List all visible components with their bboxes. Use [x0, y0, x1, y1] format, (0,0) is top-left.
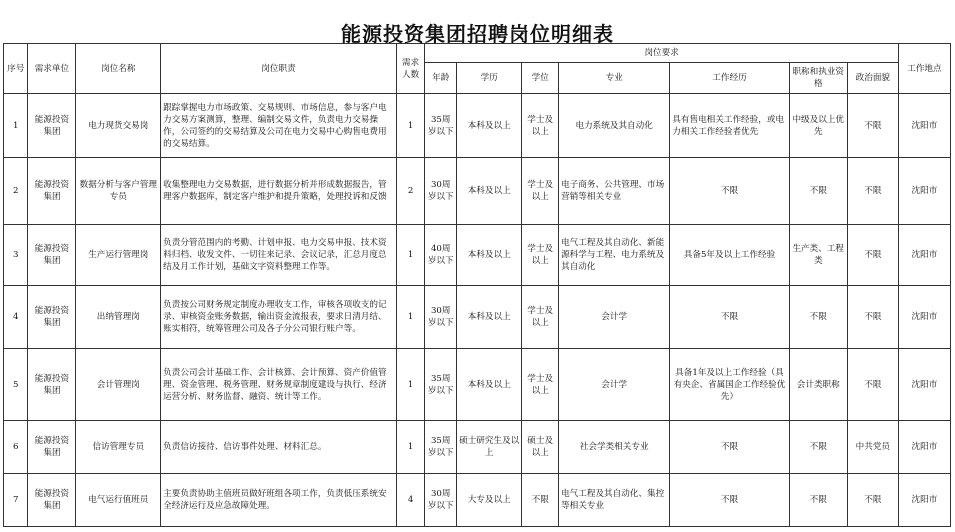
cell-seq: 5 [4, 349, 28, 421]
cell-major: 会计学 [559, 349, 670, 421]
cell-unit: 能源投资集团 [28, 225, 76, 286]
cell-degree: 学士及以上 [522, 158, 559, 225]
cell-experience: 具有售电相关工作经验，或电力相关工作经验者优先 [670, 94, 789, 158]
cell-degree: 学士及以上 [522, 94, 559, 158]
cell-title-qual: 会计类职称 [789, 349, 847, 421]
header-degree: 学位 [522, 63, 559, 94]
cell-count: 2 [396, 158, 425, 225]
cell-duties: 跟踪掌握电力市场政策、交易规则、市场信息，参与客户电力交易方案测算，整理、编制交易文件，负责电力交易操作，公司签约的交易结算及公司在电力交易中心购售电费用的交易结算。 [161, 94, 397, 158]
cell-unit: 能源投资集团 [28, 349, 76, 421]
header-requirements: 岗位要求 [425, 44, 898, 63]
cell-age: 35周岁以下 [425, 349, 457, 421]
cell-position: 电力现货交易岗 [76, 94, 161, 158]
header-seq: 序号 [4, 44, 28, 94]
cell-title-qual: 不限 [789, 286, 847, 349]
header-age: 年龄 [425, 63, 457, 94]
cell-political: 不限 [847, 158, 898, 225]
table-row [4, 94, 951, 158]
header-unit: 需求单位 [28, 44, 76, 94]
cell-duties: 负责信访接待、信访事件处理、材料汇总。 [161, 421, 397, 474]
cell-count: 1 [396, 286, 425, 349]
cell-political: 不限 [847, 286, 898, 349]
cell-seq: 1 [4, 94, 28, 158]
cell-experience: 不限 [670, 286, 789, 349]
cell-experience: 不限 [670, 474, 789, 527]
cell-experience: 不限 [670, 158, 789, 225]
cell-location: 沈阳市 [898, 474, 950, 527]
table-row [4, 349, 951, 421]
cell-seq: 4 [4, 286, 28, 349]
cell-duties: 负责分管范围内的考勤、计划申报、电力交易申报、技术资料归档、收发文件、一切往来记录、会议记录，汇总月度总结及月工作计划，基础文字资料整理工作等。 [161, 225, 397, 286]
cell-seq: 7 [4, 474, 28, 527]
cell-location: 沈阳市 [898, 349, 950, 421]
header-position: 岗位名称 [76, 44, 161, 94]
cell-education: 大专及以上 [457, 474, 522, 527]
cell-position: 信访管理专员 [76, 421, 161, 474]
cell-age: 40周岁以下 [425, 225, 457, 286]
cell-title-qual: 不限 [789, 421, 847, 474]
table-row [4, 286, 951, 349]
document-title: 能源投资集团招聘岗位明细表 [341, 22, 614, 46]
cell-political: 不限 [847, 349, 898, 421]
cell-position: 生产运行管理岗 [76, 225, 161, 286]
cell-political: 不限 [847, 94, 898, 158]
cell-education: 本科及以上 [457, 94, 522, 158]
cell-duties: 收集整理电力交易数据，进行数据分析并形成数据报告，管理客户数据库，制定客户维护和提升策略，处理投诉和反馈 [161, 158, 397, 225]
cell-position: 出纳管理岗 [76, 286, 161, 349]
cell-age: 35周岁以下 [425, 421, 457, 474]
cell-major: 电子商务、公共管理、市场营销等相关专业 [559, 158, 670, 225]
cell-education: 硕士研究生及以上 [457, 421, 522, 474]
cell-unit: 能源投资集团 [28, 94, 76, 158]
cell-experience: 具备5年及以上工作经验 [670, 225, 789, 286]
cell-duties: 负责按公司财务规定制度办理收支工作，审核各项收支的记录、审核资金账务数据，输出资金流报表，要求日清月结、账实相符，统筹管理公司及各子分公司银行账户等。 [161, 286, 397, 349]
cell-political: 不限 [847, 474, 898, 527]
cell-title-qual: 不限 [789, 158, 847, 225]
cell-position: 数据分析与客户管理专员 [76, 158, 161, 225]
cell-position: 会计管理岗 [76, 349, 161, 421]
cell-degree: 学士及以上 [522, 349, 559, 421]
cell-count: 1 [396, 94, 425, 158]
header-title-qual: 职称和执业资格 [789, 63, 847, 94]
cell-experience: 不限 [670, 421, 789, 474]
cell-location: 沈阳市 [898, 225, 950, 286]
table-row [4, 474, 951, 527]
cell-education: 本科及以上 [457, 286, 522, 349]
cell-major: 电气工程及其自动化、集控等相关专业 [559, 474, 670, 527]
header-experience: 工作经历 [670, 63, 789, 94]
cell-major: 电气工程及其自动化、新能源科学与工程、电力系统及其自动化 [559, 225, 670, 286]
cell-unit: 能源投资集团 [28, 474, 76, 527]
cell-major: 电力系统及其自动化 [559, 94, 670, 158]
cell-seq: 6 [4, 421, 28, 474]
cell-title-qual: 不限 [789, 474, 847, 527]
header-count: 需求人数 [396, 44, 425, 94]
cell-unit: 能源投资集团 [28, 158, 76, 225]
cell-degree: 学士及以上 [522, 286, 559, 349]
cell-age: 35周岁以下 [425, 94, 457, 158]
header-political: 政治面貌 [847, 63, 898, 94]
cell-degree: 不限 [522, 474, 559, 527]
cell-duties: 负责公司会计基础工作、会计核算、会计预算、资产价值管理、资金管理、税务管理、财务规章制度建设与执行、经济运营分析、财务监督、融资、统计等工作。 [161, 349, 397, 421]
cell-location: 沈阳市 [898, 158, 950, 225]
cell-experience: 具备1年及以上工作经验（具有央企、省属国企工作经验优先） [670, 349, 789, 421]
header-major: 专业 [559, 63, 670, 94]
header-row-top [4, 44, 951, 63]
cell-age: 30周岁以下 [425, 474, 457, 527]
cell-unit: 能源投资集团 [28, 421, 76, 474]
table-row [4, 421, 951, 474]
cell-duties: 主要负责协助主值班员做好班组各项工作，负责低压系统安全经济运行及应急故障处理。 [161, 474, 397, 527]
header-location: 工作地点 [898, 44, 950, 94]
cell-political: 不限 [847, 225, 898, 286]
header-duties: 岗位职责 [161, 44, 397, 94]
table-row [4, 225, 951, 286]
cell-location: 沈阳市 [898, 421, 950, 474]
cell-location: 沈阳市 [898, 94, 950, 158]
cell-seq: 2 [4, 158, 28, 225]
cell-unit: 能源投资集团 [28, 286, 76, 349]
cell-age: 30周岁以下 [425, 286, 457, 349]
recruitment-table [3, 43, 951, 527]
cell-count: 1 [396, 421, 425, 474]
cell-title-qual: 中级及以上优先 [789, 94, 847, 158]
cell-title-qual: 生产类、工程类 [789, 225, 847, 286]
cell-major: 社会学类相关专业 [559, 421, 670, 474]
cell-education: 本科及以上 [457, 349, 522, 421]
cell-education: 本科及以上 [457, 158, 522, 225]
cell-count: 1 [396, 349, 425, 421]
header-education: 学历 [457, 63, 522, 94]
cell-education: 本科及以上 [457, 225, 522, 286]
cell-major: 会计学 [559, 286, 670, 349]
cell-count: 1 [396, 225, 425, 286]
cell-political: 中共党员 [847, 421, 898, 474]
cell-degree: 学士及以上 [522, 225, 559, 286]
cell-degree: 硕士及以上 [522, 421, 559, 474]
cell-seq: 3 [4, 225, 28, 286]
cell-position: 电气运行值班员 [76, 474, 161, 527]
cell-location: 沈阳市 [898, 286, 950, 349]
table-row [4, 158, 951, 225]
cell-age: 30周岁以下 [425, 158, 457, 225]
cell-count: 4 [396, 474, 425, 527]
